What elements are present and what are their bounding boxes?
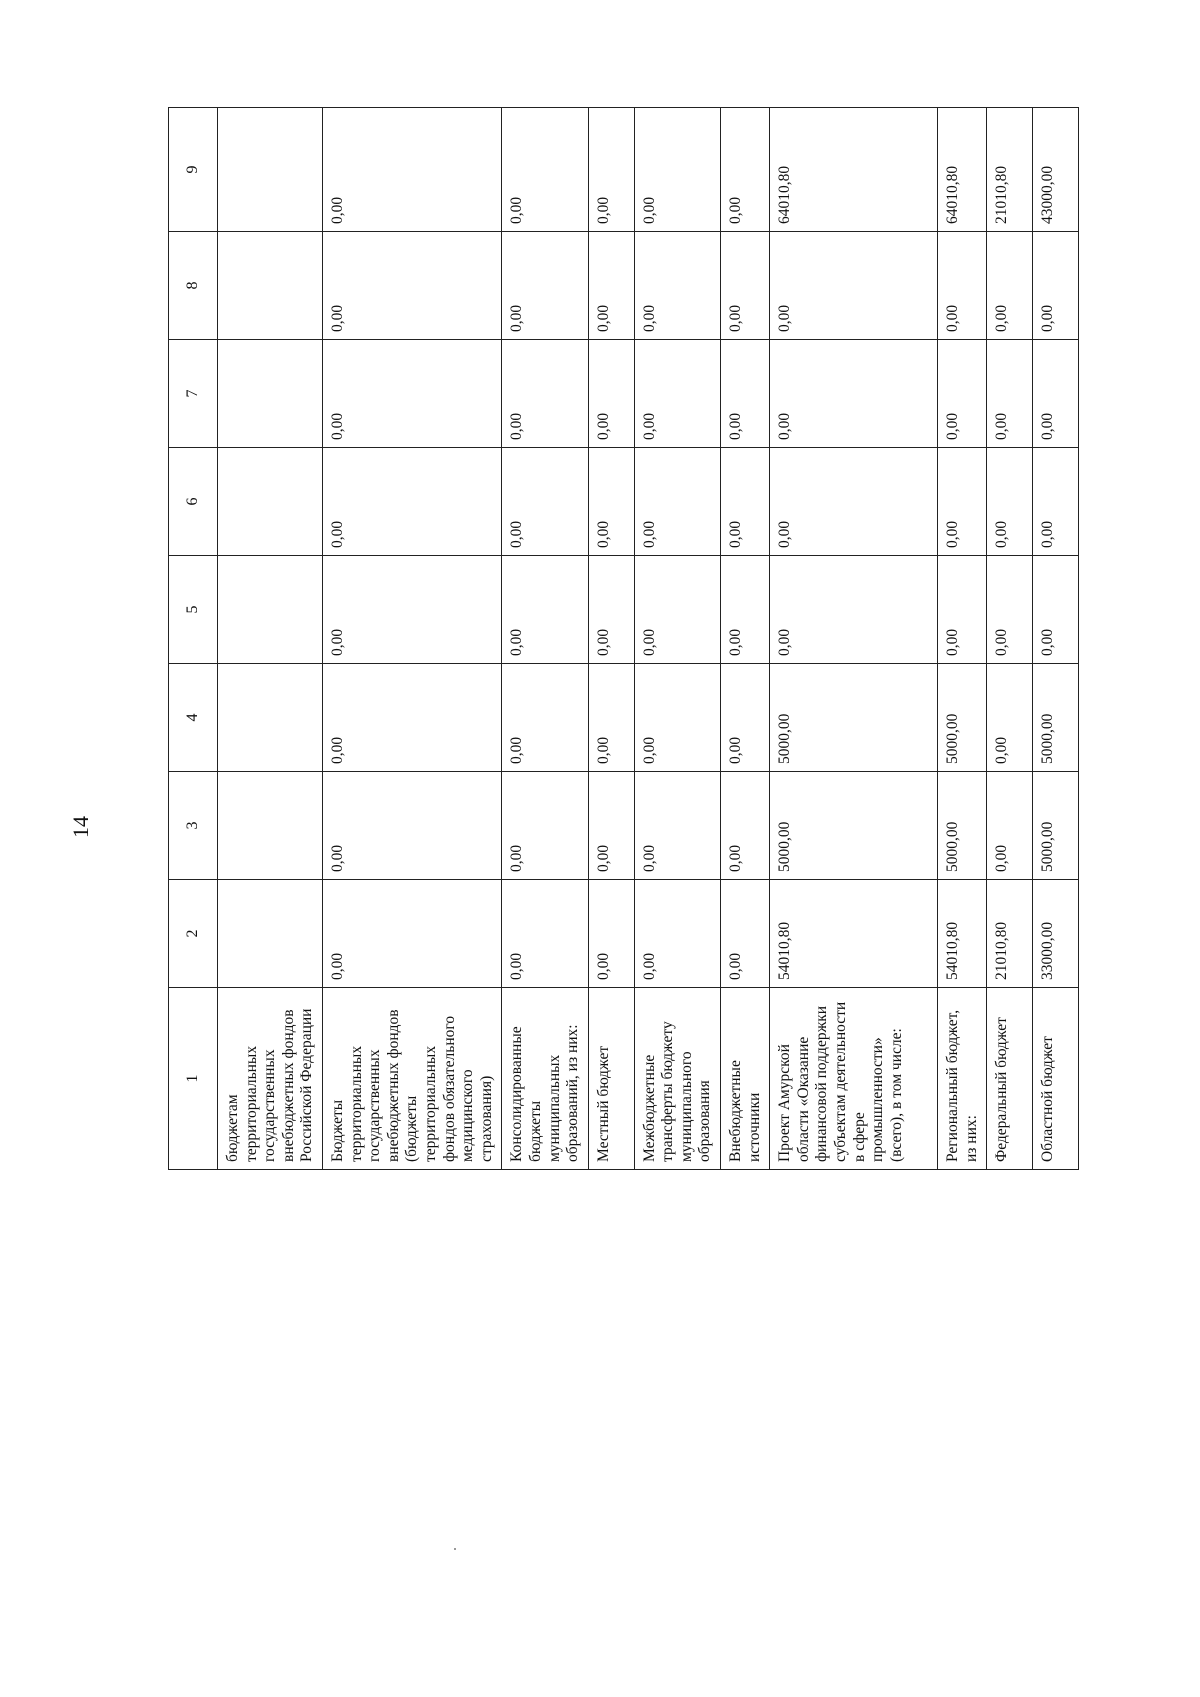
table-cell: 0,00 [987, 232, 1033, 340]
table-cell: 0,00 [938, 340, 987, 448]
table-cell: 0,00 [588, 556, 634, 664]
table-cell: 0,00 [938, 232, 987, 340]
table-row [634, 108, 720, 1170]
table-cell: 5000,00 [938, 664, 987, 772]
table-cell: 0,00 [502, 664, 588, 772]
table-cell: 0,00 [987, 448, 1033, 556]
table-cell: 0,00 [1033, 448, 1079, 556]
row-label: Внебюджетные источники [721, 988, 770, 1170]
table-cell: 0,00 [588, 108, 634, 232]
table-cell: 0,00 [634, 108, 720, 232]
row-label: Проект Амурской области «Оказание финансовой поддержки субъектам деятельности в сфере промышленности» (всего), в том числе: [770, 988, 938, 1170]
table-cell: 0,00 [938, 448, 987, 556]
row-label: Региональный бюджет, из них: [938, 988, 987, 1170]
column-header: 3 [169, 772, 218, 880]
table-cell: 0,00 [322, 448, 501, 556]
scan-speck [454, 1548, 456, 1550]
table-cell: 54010,80 [938, 880, 987, 988]
table-cell: 0,00 [322, 340, 501, 448]
table-cell: 0,00 [721, 232, 770, 340]
table-cell: 0,00 [502, 880, 588, 988]
table-row [1033, 108, 1079, 1170]
table-cell: 54010,80 [770, 880, 938, 988]
table-cell: 0,00 [770, 232, 938, 340]
table-cell: 0,00 [502, 108, 588, 232]
table-cell [218, 108, 323, 232]
column-header: 5 [169, 556, 218, 664]
table-cell: 0,00 [322, 772, 501, 880]
table-cell [218, 772, 323, 880]
table-cell: 0,00 [938, 556, 987, 664]
table-cell: 0,00 [770, 340, 938, 448]
table-row [502, 108, 588, 1170]
table-cell [218, 880, 323, 988]
table-cell: 0,00 [634, 664, 720, 772]
table-cell: 0,00 [721, 448, 770, 556]
table-cell: 0,00 [588, 232, 634, 340]
table-cell [218, 664, 323, 772]
column-header: 4 [169, 664, 218, 772]
table-cell: 0,00 [322, 232, 501, 340]
table-cell: 0,00 [502, 232, 588, 340]
row-label: Местный бюджет [588, 988, 634, 1170]
table-cell: 0,00 [634, 340, 720, 448]
table-cell: 0,00 [721, 772, 770, 880]
table-cell: 0,00 [721, 340, 770, 448]
table-cell: 64010,80 [938, 108, 987, 232]
table-cell: 0,00 [588, 664, 634, 772]
table-row [987, 108, 1033, 1170]
table-cell [218, 340, 323, 448]
table-row [721, 108, 770, 1170]
budget-table [168, 107, 1079, 1170]
table-cell: 0,00 [1033, 232, 1079, 340]
table-cell: 0,00 [634, 232, 720, 340]
header-row [169, 108, 218, 1170]
table-cell: 5000,00 [770, 664, 938, 772]
table-row [322, 108, 501, 1170]
page-number: 14 [68, 816, 93, 838]
column-header: 2 [169, 880, 218, 988]
table-cell: 0,00 [1033, 556, 1079, 664]
table-cell: 21010,80 [987, 108, 1033, 232]
table-cell: 0,00 [322, 880, 501, 988]
table-cell: 0,00 [770, 556, 938, 664]
table-cell [218, 556, 323, 664]
table-cell: 0,00 [987, 772, 1033, 880]
table-cell: 0,00 [322, 556, 501, 664]
table-cell: 33000,00 [1033, 880, 1079, 988]
table-cell: 0,00 [588, 340, 634, 448]
table-cell: 0,00 [588, 448, 634, 556]
table-cell: 0,00 [322, 664, 501, 772]
table-cell: 0,00 [634, 448, 720, 556]
table-cell: 0,00 [502, 556, 588, 664]
table-cell: 0,00 [634, 880, 720, 988]
table-cell: 0,00 [721, 880, 770, 988]
table-cell: 0,00 [634, 772, 720, 880]
column-header: 8 [169, 232, 218, 340]
table-cell: 0,00 [634, 556, 720, 664]
table-cell: 0,00 [987, 664, 1033, 772]
table-row [938, 108, 987, 1170]
row-label: бюджетам территориальных государственных внебюджетных фондов Российской Федерации [218, 988, 323, 1170]
table-cell: 0,00 [770, 448, 938, 556]
row-label: Консолидированные бюджеты муниципальных образований, из них: [502, 988, 588, 1170]
table-row [588, 108, 634, 1170]
column-header: 1 [169, 988, 218, 1170]
table-cell: 5000,00 [1033, 664, 1079, 772]
table-cell: 21010,80 [987, 880, 1033, 988]
column-header: 9 [169, 108, 218, 232]
table-cell: 0,00 [502, 340, 588, 448]
table-cell: 64010,80 [770, 108, 938, 232]
table-cell: 0,00 [987, 340, 1033, 448]
column-header: 6 [169, 448, 218, 556]
table-cell: 0,00 [502, 772, 588, 880]
table-cell [218, 232, 323, 340]
table-cell: 0,00 [588, 880, 634, 988]
rotated-table-container [168, 108, 1076, 1170]
table-cell: 5000,00 [1033, 772, 1079, 880]
table-cell: 0,00 [322, 108, 501, 232]
table-cell: 0,00 [502, 448, 588, 556]
table-row [218, 108, 323, 1170]
column-header: 7 [169, 340, 218, 448]
table-cell: 0,00 [987, 556, 1033, 664]
table-cell: 0,00 [588, 772, 634, 880]
table-cell: 5000,00 [770, 772, 938, 880]
table-cell: 0,00 [721, 556, 770, 664]
table-cell: 0,00 [721, 664, 770, 772]
table-cell: 5000,00 [938, 772, 987, 880]
row-label: Федеральный бюджет [987, 988, 1033, 1170]
table-cell: 0,00 [721, 108, 770, 232]
table-cell: 43000,00 [1033, 108, 1079, 232]
table-cell [218, 448, 323, 556]
row-label: Бюджеты территориальных государственных внебюджетных фондов (бюджеты территориальных фондов обязательного медицинского страхования) [322, 988, 501, 1170]
row-label: Областной бюджет [1033, 988, 1079, 1170]
row-label: Межбюджетные трансферты бюджету муниципального образования [634, 988, 720, 1170]
table-cell: 0,00 [1033, 340, 1079, 448]
table-row [770, 108, 938, 1170]
